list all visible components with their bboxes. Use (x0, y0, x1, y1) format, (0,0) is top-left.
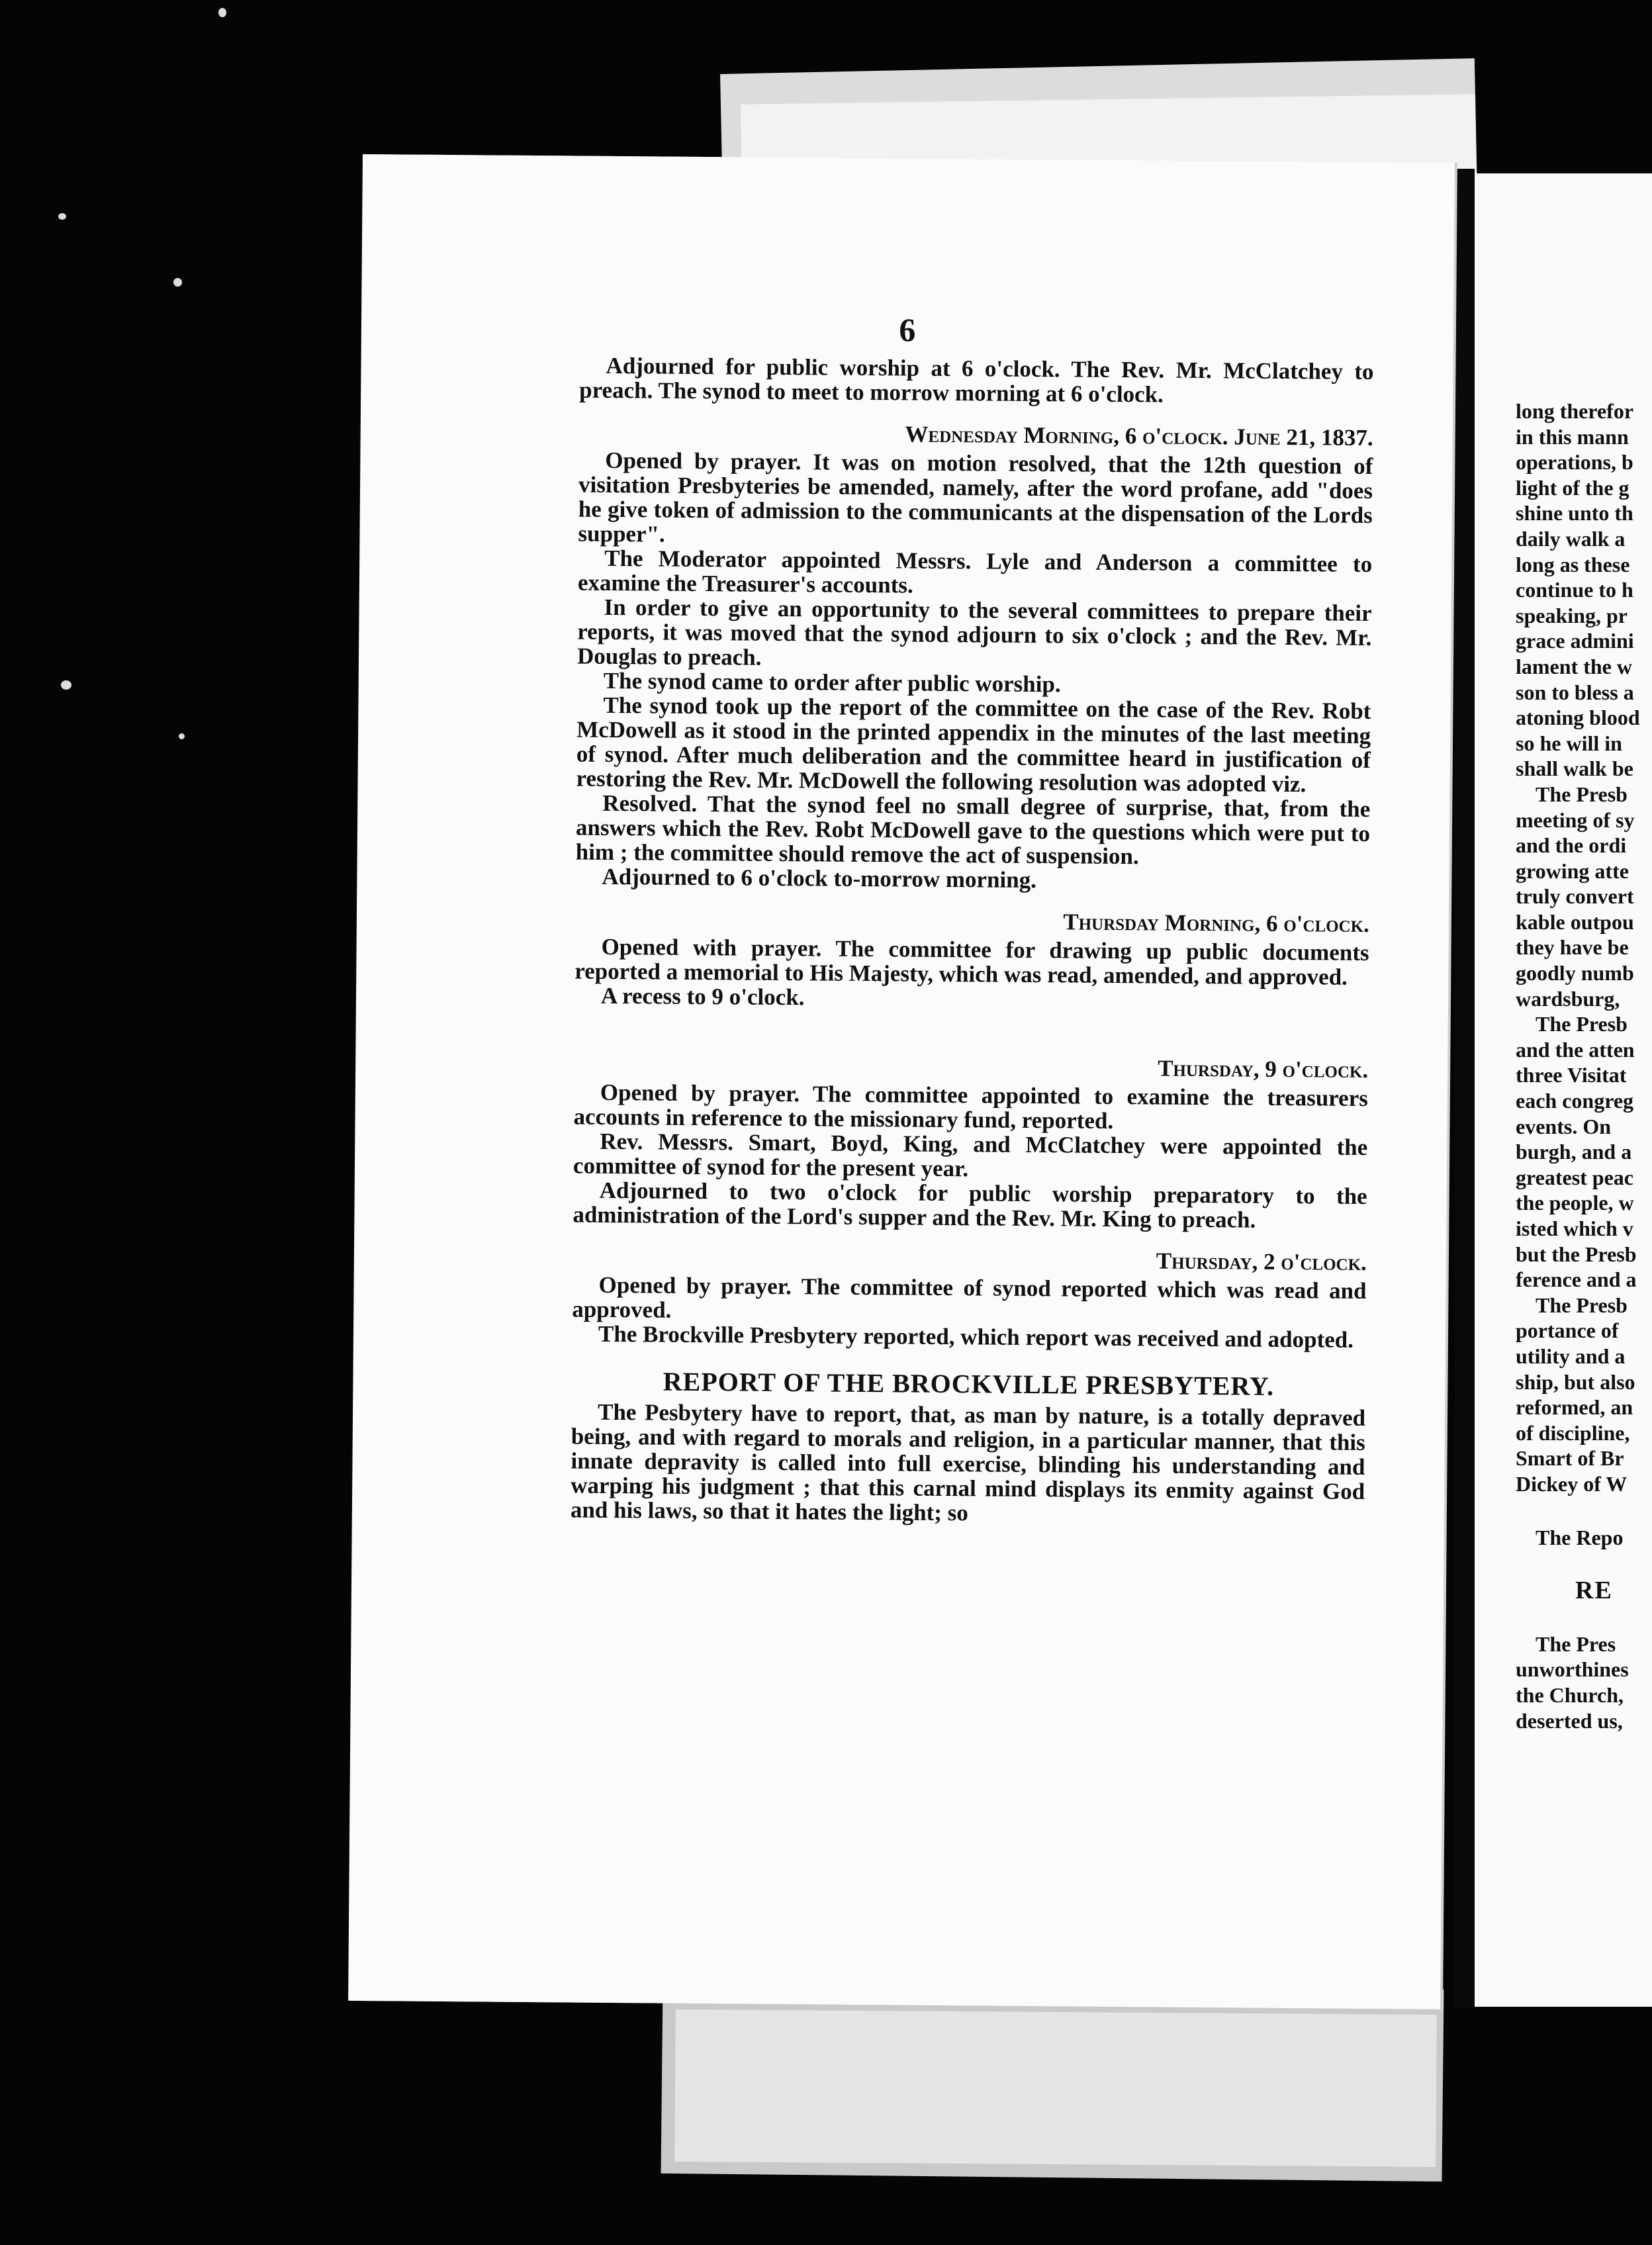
facing-line: The Presb (1536, 782, 1628, 806)
facing-line: each congreg (1516, 1089, 1634, 1113)
facing-line: long as these (1516, 552, 1630, 576)
paragraph: Opened by prayer. The committee of synod reported which was read and approved. (572, 1271, 1367, 1323)
facing-line: ference and a (1516, 1267, 1637, 1292)
book-gutter (1455, 169, 1475, 2009)
facing-line: goodly numb (1516, 961, 1634, 985)
paragraph: Adjourned to 6 o'clock to-morrow morning. (602, 863, 1037, 893)
paragraph: Opened by prayer. The committee appointed to examine the treasurers accounts in reference to the missionary fund, reported. (573, 1079, 1368, 1134)
facing-line: the people, w (1516, 1191, 1634, 1215)
facing-line: burgh, and a (1516, 1140, 1632, 1164)
left-page (348, 154, 1455, 2009)
session-heading: Thursday, 2 o'clock. (1156, 1248, 1367, 1275)
facing-line: events. On (1516, 1114, 1611, 1138)
facing-line: The Presb (1536, 1293, 1628, 1317)
facing-line: unworthines (1516, 1657, 1629, 1682)
scan-speck (218, 8, 226, 17)
facing-line: reformed, an (1516, 1395, 1633, 1420)
facing-line: truly convert (1516, 884, 1634, 909)
facing-line: they have be (1516, 935, 1629, 960)
paragraph: Resolved. That the synod feel no small degree of surprise, that, from the answers which the Rev. Robt McDowell gave to the questions which were put to him ; the committee should remove the act of suspension. (575, 790, 1371, 870)
scan-speck (173, 278, 182, 287)
facing-heading: RE (1575, 1577, 1613, 1605)
paragraph: In order to give an opportunity to the several committees to prepare their reports, it was moved that the synod adjourn to six o'clock ; and the Rev. Mr. Douglas to preach. (576, 594, 1372, 670)
session-heading: Wednesday Morning, 6 o'clock. June 21, 1837. (905, 421, 1373, 451)
paragraph: A recess to 9 o'clock. (600, 982, 805, 1011)
facing-line: greatest peac (1516, 1165, 1633, 1189)
facing-page (1475, 173, 1652, 2007)
facing-line: the Church, (1516, 1682, 1624, 1707)
facing-line: light of the g (1516, 475, 1629, 500)
facing-line: son to bless a (1516, 680, 1634, 704)
facing-line: speaking, pr (1516, 603, 1628, 627)
facing-line: in this mann (1516, 424, 1629, 449)
spacer (1516, 1604, 1652, 1631)
facing-line: and the ordi (1516, 833, 1627, 858)
facing-line: The Pres (1536, 1631, 1616, 1656)
facing-line: portance of (1516, 1318, 1619, 1343)
paragraph: The Brockville Presbytery reported, which report was received and adopted. (598, 1320, 1354, 1353)
facing-line: shine unto th (1516, 501, 1633, 526)
page-number: 6 (899, 311, 916, 349)
facing-line: meeting of sy (1516, 807, 1635, 832)
facing-line: Smart of Br (1516, 1446, 1624, 1471)
page-stack-bottom-inner (674, 2009, 1437, 2167)
facing-line: growing atte (1516, 858, 1629, 883)
scan-speck (179, 733, 185, 739)
facing-line: and the atten (1516, 1037, 1635, 1062)
facing-line: three Visitat (1516, 1063, 1627, 1087)
page-body (571, 353, 1374, 1528)
paragraph: The synod took up the report of the committee on the case of the Rev. Robt McDowell as it stood in the printed appendix in the minutes of the last meeting of synod. After much deliberation and the committee heard in justification of restoring the Rev. Mr. McDowell the following resolution was adopted viz. (576, 692, 1371, 798)
facing-line: continue to h (1516, 578, 1633, 602)
facing-line: of discipline, (1516, 1420, 1630, 1445)
facing-line: ship, but also (1516, 1369, 1635, 1394)
session-heading: Thursday Morning, 6 o'clock. (1063, 909, 1370, 937)
facing-line: The Repo (1536, 1525, 1624, 1549)
facing-line: daily walk a (1516, 526, 1626, 551)
paragraph: The Pesbytery have to report, that, as man by nature, is a totally depraved being, and with regard to morals and religion, in a particular manner, that this innate depravity is called into full exercise, blinding his understanding and warping his judgment ; that this carnal mind displays its enmity against God and his laws, so that it hates the light; so (570, 1398, 1366, 1526)
facing-line: utility and a (1516, 1344, 1626, 1368)
session-heading: Thursday, 9 o'clock. (1158, 1055, 1369, 1083)
scan-speck (58, 213, 66, 220)
facing-line: Dickey of W (1516, 1471, 1628, 1496)
paragraph: Opened by prayer. It was on motion resolved, that the 12th question of visitation Presbyteries be amended, namely, after the word profane, add "does he give token of admission to the communicants at the dispensation of the Lords supper". (578, 447, 1373, 547)
facing-line: atoning blood (1516, 706, 1640, 730)
facing-line: grace admini (1516, 629, 1634, 653)
facing-line: The Presb (1536, 1012, 1628, 1036)
facing-line: but the Presb (1516, 1242, 1637, 1266)
facing-line: kable outpou (1516, 909, 1634, 934)
facing-page-text (1516, 398, 1652, 1733)
facing-line: wardsburg, (1516, 986, 1620, 1011)
report-title: REPORT OF THE BROCKVILLE PRESBYTERY. (663, 1366, 1275, 1401)
paragraph: Adjourned for public worship at 6 o'clock. The Rev. Mr. McClatchey to preach. The synod to meet to morrow morning at 6 o'clock. (579, 352, 1374, 408)
facing-line: long therefor (1516, 399, 1634, 423)
spacer (1516, 1550, 1652, 1578)
facing-line: deserted us, (1516, 1708, 1623, 1733)
paragraph: The synod came to order after public worship. (603, 667, 1061, 698)
facing-line: lament the w (1516, 654, 1632, 678)
facing-line: operations, b (1516, 450, 1633, 475)
scan-speck (61, 680, 71, 690)
spacer (1516, 1497, 1652, 1525)
paragraph: Opened with prayer. The committee for drawing up public documents reported a memorial to His Majesty, which was read, amended, and approved. (574, 933, 1369, 990)
spacer (574, 1008, 1369, 1040)
facing-line: isted which v (1516, 1216, 1633, 1240)
paragraph: The Moderator appointed Messrs. Lyle and Anderson a committee to examine the Treasurer's accounts. (577, 545, 1373, 598)
paragraph: Adjourned to two o'clock for public worship preparatory to the administration of the Lord's supper and the Rev. Mr. King to preach. (573, 1177, 1367, 1233)
facing-line: so he will in (1516, 731, 1622, 755)
paragraph: Rev. Messrs. Smart, Boyd, King, and McClatchey were appointed the committee of synod for the present year. (573, 1128, 1368, 1182)
facing-line: shall walk be (1516, 756, 1633, 781)
